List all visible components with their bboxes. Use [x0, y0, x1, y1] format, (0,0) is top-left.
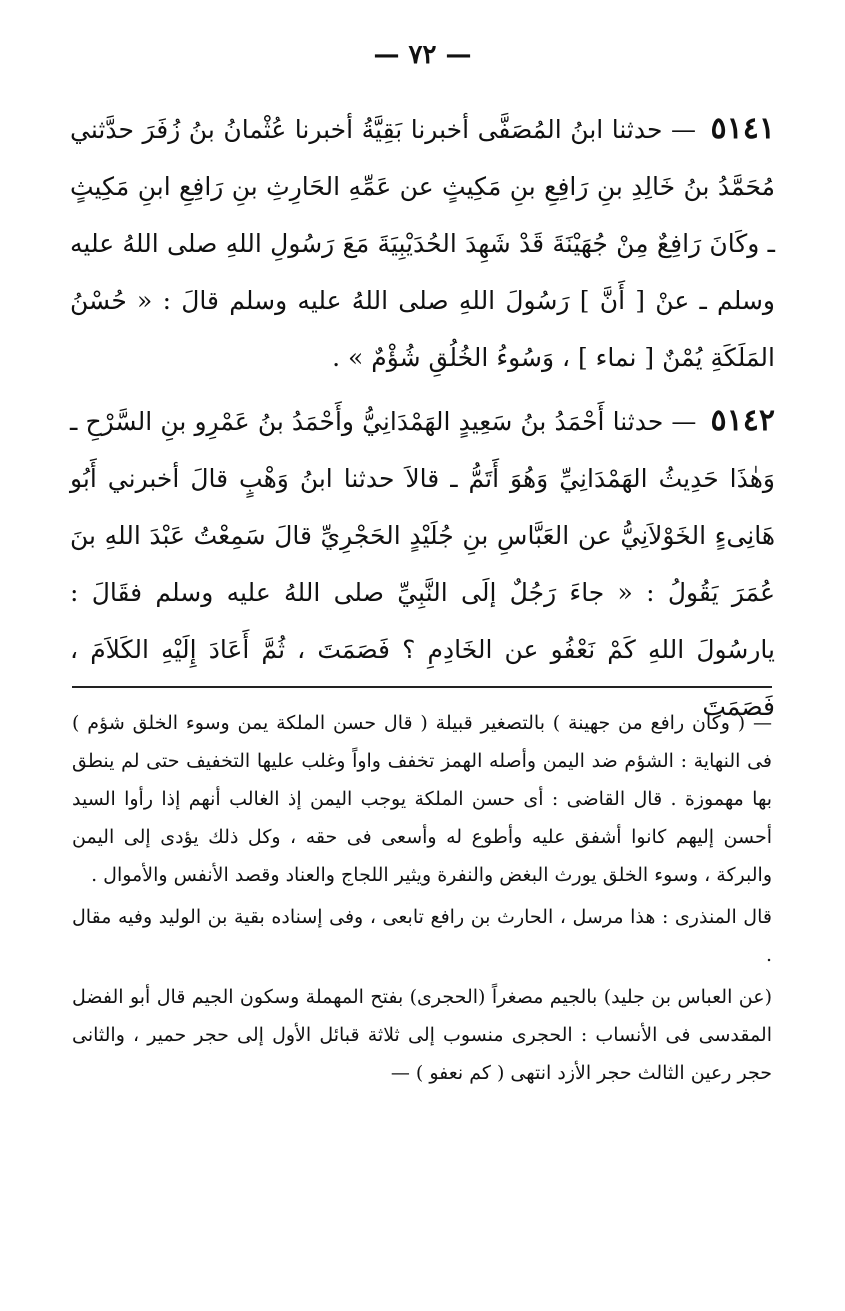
footnote-paragraph: (عن العباس بن جليد) بالجيم مصغراً (الحجرى) بفتح المهملة وسكون الجيم قال أبو الفضل المقدسى فى الأنساب : الحجرى منسوب إلى ثلاثة قبائل الأول إلى حجر حمير ، والثانى حجر رعين الثالث حجر الأزد انتهى ( كم نعفو ) — [72, 986, 772, 1084]
page-number: — ٧٢ — [373, 40, 472, 70]
footnote-paragraph: قال المنذرى : هذا مرسل ، الحارث بن رافع تابعى ، وفى إسناده بقية بن الوليد وفيه مقال . [72, 906, 772, 966]
hadith-text: — حدثنا ابنُ المُصَفَّى أخبرنا بَقِيَّةُ أخبرنا عُثْمانُ بنُ زُفَرَ حدَّثني مُحَمَّدُ بنُ خَالِدِ بنِ رَافِعِ بنِ مَكِيثٍ عن عَمِّهِ الحَارِثِ بنِ رَافِعِ ابنِ مَكِيثٍ ـ وكَانَ رَافِعٌ مِنْ جُهَيْنَةَ قَدْ شَهِدَ الحُدَيْبِيَةَ مَعَ رَسُولِ اللهِ صلى اللهُ عليه وسلم ـ عنْ [ أَنَّ ] رَسُولَ اللهِ صلى اللهُ عليه وسلم قالَ : « حُسْنُ المَلَكَةِ يُمْنٌ [ نماء ] ، وَسُوءُ الخُلُقِ شُؤْمٌ » . [70, 115, 775, 372]
hadith-number: ٥١٤١ [710, 111, 775, 146]
footnote-divider [72, 686, 772, 688]
hadith-number: ٥١٤٢ [710, 403, 775, 438]
hadith-paragraph [70, 100, 775, 386]
footnotes [72, 704, 772, 1096]
main-text [70, 100, 775, 741]
footnote-paragraph: — ( وكان رافع من جهينة ) بالتصغير قبيلة ( قال حسن الملكة يمن وسوء الخلق شؤم ) فى النهاية : الشؤم ضد اليمن وأصله الهمز تخفف واواً وغلب عليها التخفيف حتى لم ينطق بها مهموزة . قال القاضى : أى حسن الملكة يوجب اليمن إذ الغالب أنهم إذا رأوا السيد أحسن إليهم كانوا أشفق عليه وأطوع له وأسعى فى حقه ، وكل ذلك يؤدى إلى اليمن والبركة ، وسوء الخلق يورث البغض والنفرة ويثير اللجاج والعناد وقصد الأنفس والأموال . [72, 712, 772, 886]
hadith-text: — حدثنا أَحْمَدُ بنُ سَعِيدٍ الهَمْدَانِيُّ وأَحْمَدُ بنُ عَمْرِو بنِ السَّرْحِ ـ وَهٰذَا حَدِيثُ الهَمْدَانِيِّ وَهُوَ أَتَمُّ ـ قالاَ حدثنا ابنُ وَهْبٍ قالَ أخبرني أَبُو هَانِىءٍ الخَوْلاَنِيُّ عن العَبَّاسِ بنِ جُلَيْدٍ الحَجْرِيِّ قالَ سَمِعْتُ عَبْدَ اللهِ بنَ عُمَرَ يَقُولُ : « جاءَ رَجُلٌ إلَى النَّبِيِّ صلى اللهُ عليه وسلم فقَالَ : يارسُولَ اللهِ كَمْ نَعْفُو عن الخَادِمِ ؟ فَصَمَتَ ، ثُمَّ أَعَادَ إِلَيْهِ الكَلاَمَ ، فَصَمَتَ [70, 407, 775, 721]
hadith-paragraph [70, 392, 775, 735]
